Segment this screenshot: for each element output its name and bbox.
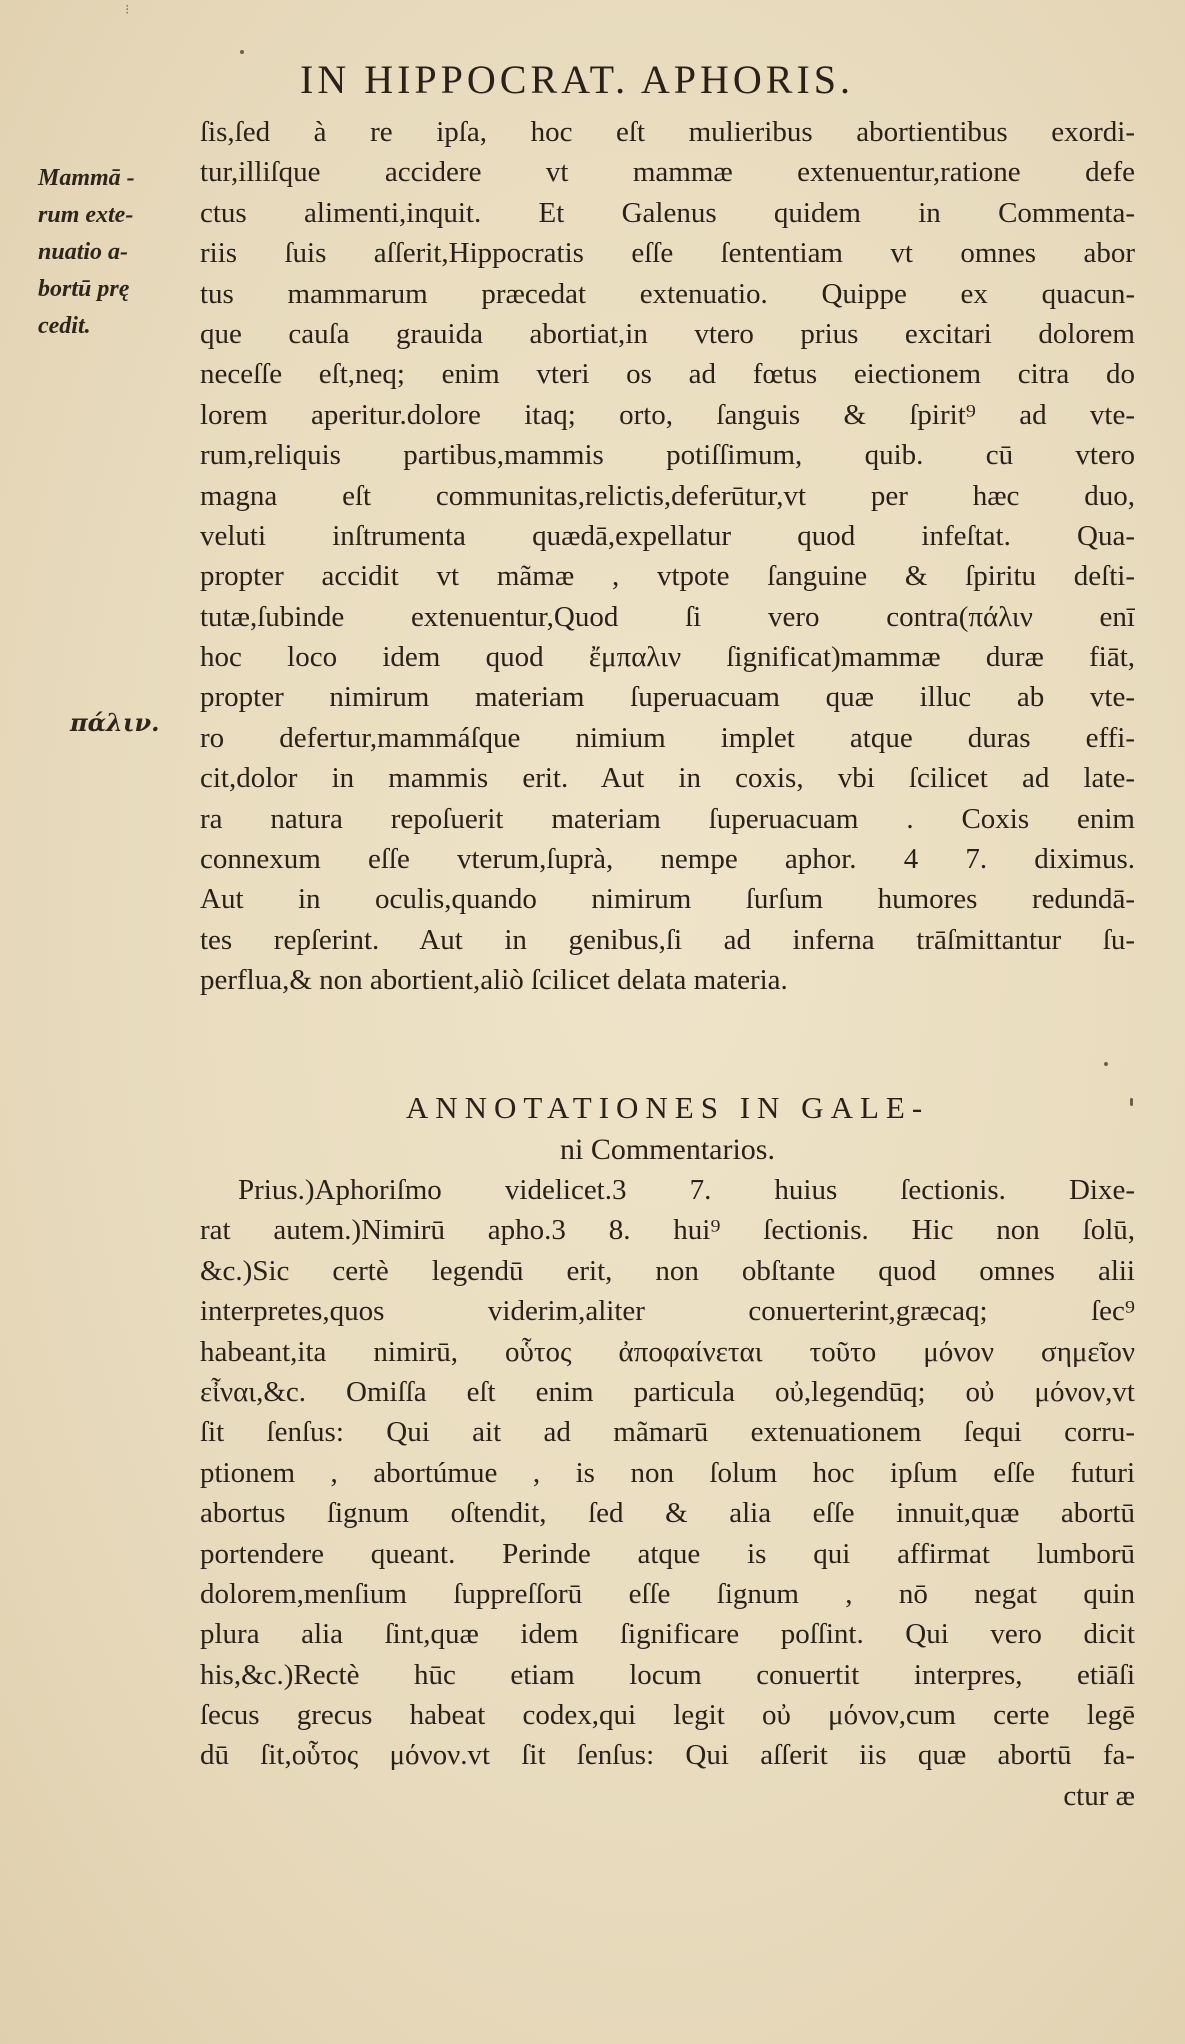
body-line: Aut in oculis,quando nimirum ſurſum humores redundā- xyxy=(200,883,1135,916)
annotation-line: rat autem.)Nimirū apho.3 8. hui⁹ ſectionis. Hic non ſolū, xyxy=(200,1214,1135,1247)
ink-speck xyxy=(1104,1062,1108,1066)
annotation-line: Prius.)Aphoriſmo videlicet.3 7. huius ſectionis. Dixe- xyxy=(238,1174,1135,1206)
body-line: propter accidit vt mãmæ , vtpote ſanguine & ſpiritu deſti- xyxy=(200,560,1135,593)
body-line: ſis,ſed à re ipſa, hoc eſt mulieribus abortientibus exordi- xyxy=(200,116,1135,148)
body-line: rum,reliquis partibus,mammis potiſſimum, quib. cū vtero xyxy=(200,439,1135,472)
annotation-line: his,&c.)Rectè hūc etiam locum conuertit interpres, etiāſi xyxy=(200,1658,1135,1691)
body-line: riis ſuis aſſerit,Hippocratis eſſe ſententiam vt omnes abor xyxy=(200,237,1135,270)
annotation-line: dū ſit,οὗτος μόνον.vt ſit ſenſus: Qui aſſerit iis quæ abortū fa- xyxy=(200,1739,1135,1772)
margin-note-palin: πάλιν. xyxy=(70,708,160,737)
annotation-line: ptionem , abortúmue , is non ſolum hoc ipſum eſſe futuri xyxy=(200,1456,1135,1489)
body-line: propter nimirum materiam ſuperuacuam quæ illuc ab vte- xyxy=(200,681,1135,714)
margin-note-line: nuatio a- xyxy=(38,239,129,265)
annotations-subheading: ni Commentarios. xyxy=(560,1133,775,1166)
body-line: connexum eſſe vterum,ſuprà, nempe aphor. 4 7. diximus. xyxy=(200,843,1135,876)
body-line: tes repſerint. Aut in genibus,ſi ad inferna trāſmittantur ſu- xyxy=(200,923,1135,956)
body-line: tus mammarum præcedat extenuatio. Quippe ex quacun- xyxy=(200,277,1135,310)
body-line: ra natura repoſuerit materiam ſuperuacuam . Coxis enim xyxy=(200,802,1135,835)
body-line: perflua,& non abortient,aliò ſcilicet delata materia. xyxy=(200,964,788,997)
margin-note-line: cedit. xyxy=(38,313,91,339)
running-head: IN HIPPOCRAT. APHORIS. xyxy=(300,57,855,102)
body-line: hoc loco idem quod ἔμπαλιν ſignificat)mammæ duræ fiāt, xyxy=(200,641,1135,674)
annotation-line: plura alia ſint,quæ idem ſignificare poſſint. Qui vero dicit xyxy=(200,1618,1135,1651)
ink-speck xyxy=(240,50,244,54)
annotation-line: &c.)Sic certè legendū erit, non obſtante quod omnes alii xyxy=(200,1254,1135,1287)
margin-note-mammarum xyxy=(38,160,196,345)
annotation-line: interpretes,quos viderim,aliter conuerterint,græcaq; ſec⁹ xyxy=(200,1295,1135,1328)
body-line: tutæ,ſubinde extenuentur,Quod ſi vero contra(πάλιν enī xyxy=(200,600,1135,633)
annotation-line: εἶναι,&c. Omiſſa eſt enim particula οὐ,legendūq; οὐ μόνον,vt xyxy=(200,1375,1135,1408)
body-line: que cauſa grauida abortiat,in vtero prius excitari dolorem xyxy=(200,317,1135,350)
margin-note-line: bortū prę xyxy=(38,276,130,302)
margin-note-line: rum exte- xyxy=(38,202,134,228)
annotation-line: dolorem,menſium ſuppreſſorū eſſe ſignum , nō negat quin xyxy=(200,1577,1135,1610)
annotation-line: abortus ſignum oſtendit, ſed & alia eſſe innuit,quæ abortū xyxy=(200,1497,1135,1530)
annotation-line: portendere queant. Perinde atque is qui affirmat lumborū xyxy=(200,1537,1135,1570)
corner-mark: ⁝ xyxy=(125,2,130,18)
body-line: neceſſe eſt,neq; enim vteri os ad fœtus eiectionem citra do xyxy=(200,358,1135,391)
annotations-heading: ANNOTATIONES IN GALE- xyxy=(405,1090,930,1125)
margin-note-line: Mammā - xyxy=(38,165,135,191)
body-line: lorem aperitur.dolore itaq; orto, ſanguis & ſpirit⁹ ad vte- xyxy=(200,398,1135,431)
body-line: cit,dolor in mammis erit. Aut in coxis, vbi ſcilicet ad late- xyxy=(200,762,1135,795)
annotations-body xyxy=(200,1170,1135,1816)
body-line: ctus alimenti,inquit. Et Galenus quidem in Commenta- xyxy=(200,196,1135,229)
annotation-line: ſit ſenſus: Qui ait ad mãmarū extenuationem ſequi corru- xyxy=(200,1416,1135,1449)
body-line: tur,illiſque accidere vt mammæ extenuentur,ratione defe xyxy=(200,156,1135,189)
ink-speck xyxy=(1130,1098,1133,1106)
commentary-body xyxy=(200,112,1135,1001)
body-line: magna eſt communitas,relictis,deferūtur,vt per hæc duo, xyxy=(200,479,1135,512)
annotation-line: ſecus grecus habeat codex,qui legit οὐ μόνον,cum certe legē xyxy=(200,1699,1135,1732)
catchword: ctur æ xyxy=(1063,1779,1135,1812)
body-line: ro defertur,mammáſque nimium implet atque duras effi- xyxy=(200,721,1135,754)
annotation-line: habeant,ita nimirū, οὗτος ἀποφαίνεται τοῦτο μόνον σημεῖον xyxy=(200,1335,1135,1368)
body-line: veluti inſtrumenta quædā,expellatur quod infeſtat. Qua- xyxy=(200,519,1135,552)
